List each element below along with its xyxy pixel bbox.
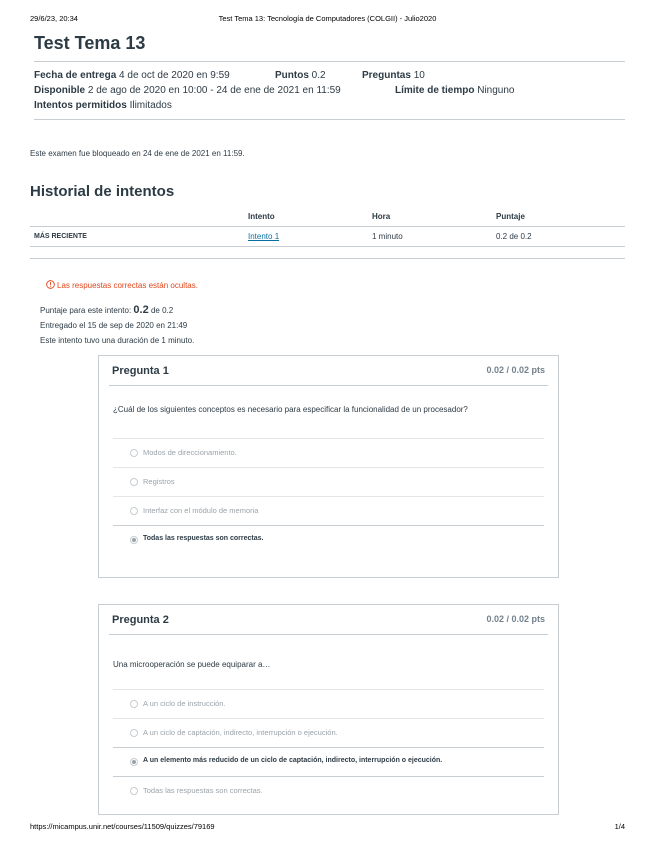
warning-text: Las respuestas correctas están ocultas. xyxy=(57,281,198,290)
answer-label: Registros xyxy=(143,477,175,486)
attempt-info xyxy=(40,303,194,348)
column-header-time: Hora xyxy=(368,207,492,227)
answer-option xyxy=(113,496,544,525)
print-doc-title: Test Tema 13: Tecnología de Computadores (COLGII) - Julio2020 xyxy=(218,14,437,23)
answer-option xyxy=(113,467,544,496)
radio-icon xyxy=(130,478,138,486)
points-label: Puntos xyxy=(275,70,309,81)
answer-option-selected xyxy=(113,747,544,776)
attempt-1-link[interactable]: Intento 1 xyxy=(248,232,280,241)
quiz-details xyxy=(34,61,625,120)
question-points: 0.02 / 0.02 pts xyxy=(486,614,545,624)
attempts-value: Ilimitados xyxy=(129,100,172,111)
question-text: ¿Cuál de los siguientes conceptos es necesario para especificar la funcionalidad de un procesador? xyxy=(113,405,468,414)
due-value: 4 de oct de 2020 en 9:59 xyxy=(119,70,230,81)
attempts-label: Intentos permitidos xyxy=(34,100,127,111)
attempt-time: 1 minuto xyxy=(368,227,492,247)
radio-selected-icon xyxy=(130,536,138,544)
column-header-blank xyxy=(30,207,244,227)
answer-label: Modos de direccionamiento. xyxy=(143,448,237,457)
divider xyxy=(30,258,625,259)
column-header-score: Puntaje xyxy=(492,207,625,227)
answer-option-selected xyxy=(113,525,544,554)
column-header-attempt: Intento xyxy=(244,207,368,227)
radio-icon xyxy=(130,507,138,515)
question-2 xyxy=(98,604,559,815)
radio-icon xyxy=(130,700,138,708)
answer-label: A un ciclo de captación, indirecto, interrupción o ejecución. xyxy=(143,728,338,737)
answer-label: A un elemento más reducido de un ciclo de captación, indirecto, interrupción o ejecución. xyxy=(143,757,443,764)
answer-label: Interfaz con el módulo de memoria xyxy=(143,506,259,515)
page-title: Test Tema 13 xyxy=(34,33,146,53)
radio-selected-icon xyxy=(130,758,138,766)
attempt-history-table xyxy=(30,207,625,247)
history-title: Historial de intentos xyxy=(30,183,175,200)
question-title: Pregunta 2 xyxy=(112,614,169,626)
question-points: 0.02 / 0.02 pts xyxy=(486,365,545,375)
attempt-score: 0.2 de 0.2 xyxy=(492,227,625,247)
answer-option xyxy=(113,689,544,718)
answer-label: Todas las respuestas son correctas. xyxy=(143,535,264,542)
table-row xyxy=(30,227,625,247)
table-header-row xyxy=(30,207,625,227)
print-url: https://micampus.unir.net/courses/11509/quizzes/79169 xyxy=(30,822,215,831)
score-prefix: Puntaje para este intento: xyxy=(40,306,132,315)
score-value: 0.2 xyxy=(133,304,149,316)
questions-value: 10 xyxy=(413,70,425,81)
score-suffix: de 0.2 xyxy=(150,306,174,315)
warning-circle-icon xyxy=(46,280,55,289)
time-limit-value: Ninguno xyxy=(477,85,515,96)
radio-icon xyxy=(130,449,138,457)
print-datetime: 29/6/23, 20:34 xyxy=(30,14,78,23)
question-header xyxy=(109,605,548,635)
print-header xyxy=(30,14,625,26)
answer-option xyxy=(113,718,544,747)
radio-icon xyxy=(130,787,138,795)
locked-message: Este examen fue bloqueado en 24 de ene de 2021 en 11:59. xyxy=(30,149,245,158)
time-limit-label: Límite de tiempo xyxy=(395,85,475,96)
question-title: Pregunta 1 xyxy=(112,365,169,377)
radio-icon xyxy=(130,729,138,737)
answer-label: Todas las respuestas son correctas. xyxy=(143,786,263,795)
answer-option xyxy=(113,776,544,805)
answer-option xyxy=(113,438,544,467)
answers-hidden-warning xyxy=(46,280,198,290)
available-value: 2 de ago de 2020 en 10:00 - 24 de ene de 2021 en 11:59 xyxy=(87,85,341,96)
points-value: 0.2 xyxy=(311,70,326,81)
print-page-number: 1/4 xyxy=(614,822,625,831)
questions-label: Preguntas xyxy=(362,70,411,81)
attempt-duration: Este intento tuvo una duración de 1 minuto. xyxy=(40,336,195,345)
most-recent-label: MÁS RECIENTE xyxy=(30,227,244,247)
question-header xyxy=(109,356,548,386)
due-label: Fecha de entrega xyxy=(34,70,117,81)
question-text: Una microoperación se puede equiparar a… xyxy=(113,660,271,669)
question-1 xyxy=(98,355,559,578)
available-label: Disponible xyxy=(34,85,86,96)
answer-label: A un ciclo de instrucción. xyxy=(143,699,226,708)
submitted-date: Entregado el 15 de sep de 2020 en 21:49 xyxy=(40,321,188,330)
